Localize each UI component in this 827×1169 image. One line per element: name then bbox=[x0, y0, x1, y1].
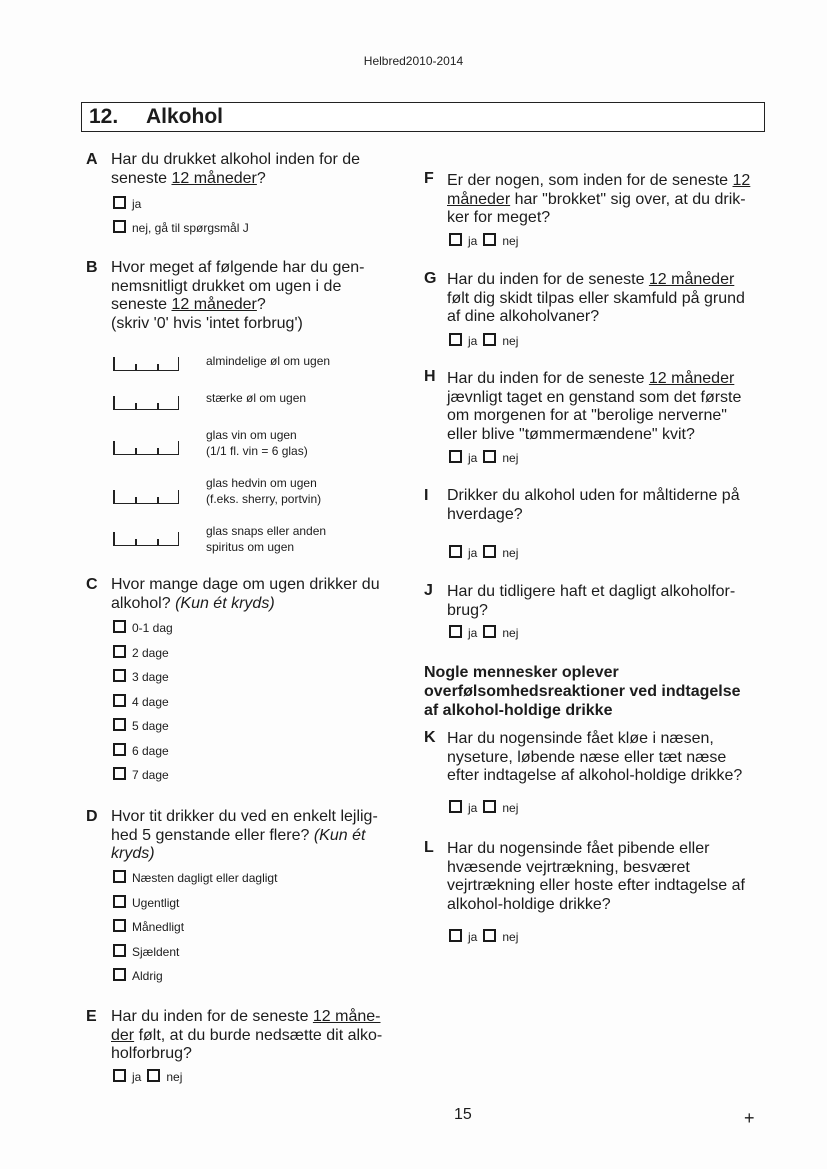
checkbox-ja[interactable] bbox=[449, 800, 462, 813]
question-letter: C bbox=[86, 576, 98, 593]
registration-mark: + bbox=[744, 1108, 755, 1128]
checkbox[interactable] bbox=[113, 944, 126, 957]
question-text: Har du nogensinde fået pibende eller hvæsende vejrtrækning, besværet vejrtrækning eller hoste efter indtagelse af alkohol-holdige drikke? bbox=[447, 840, 745, 913]
number-field[interactable] bbox=[113, 394, 179, 410]
field-label: glas hedvin om ugen bbox=[206, 476, 317, 490]
question-letter: A bbox=[86, 151, 98, 168]
checkbox-ja[interactable] bbox=[449, 333, 462, 346]
field-label: (1/1 fl. vin = 6 glas) bbox=[206, 444, 308, 458]
question-letter: L bbox=[424, 839, 434, 856]
question-text: Har du drukket alkohol inden for de seneste 12 måneder? bbox=[111, 151, 361, 187]
page-number: 15 bbox=[454, 1106, 472, 1123]
question-letter: E bbox=[86, 1008, 97, 1025]
checkbox-ja[interactable] bbox=[113, 1069, 126, 1082]
yes-no-options: ja nej bbox=[113, 1069, 182, 1085]
checkbox-nej[interactable] bbox=[483, 625, 496, 638]
field-label: (f.eks. sherry, portvin) bbox=[206, 492, 322, 506]
option-3-dage[interactable]: 3 dage bbox=[113, 669, 169, 685]
question-letter: G bbox=[424, 270, 437, 287]
field-label: stærke øl om ugen bbox=[206, 391, 307, 405]
question-letter: D bbox=[86, 808, 98, 825]
yes-no-options: ja nej bbox=[449, 233, 518, 249]
question-text: Hvor tit drikker du ved en enkelt lejlig- hed 5 genstande eller flere? (Kun ét kryds) bbox=[111, 808, 378, 862]
yes-no-options: ja nej bbox=[449, 929, 518, 945]
question-letter: H bbox=[424, 368, 436, 385]
question-text: Har du inden for de seneste 12 måne- der følt, at du burde nedsætte dit alko- holforbrug? bbox=[111, 1008, 383, 1062]
checkbox[interactable] bbox=[113, 919, 126, 932]
question-text: Hvor meget af følgende har du gen- nemsnitligt drukket om ugen i de seneste 12 måneder? (skriv '0' hvis 'intet forbrug') bbox=[111, 259, 365, 332]
checkbox[interactable] bbox=[113, 645, 126, 658]
question-text: Har du inden for de seneste 12 måneder jævnligt taget en genstand som det første om morgenen for at "berolige nerverne" eller blive "tømmermændene" kvit? bbox=[447, 370, 742, 443]
option-ja[interactable]: ja bbox=[113, 196, 141, 212]
option-5-dage[interactable]: 5 dage bbox=[113, 718, 169, 734]
checkbox[interactable] bbox=[113, 767, 126, 780]
option-6-dage[interactable]: 6 dage bbox=[113, 743, 169, 759]
question-text: Drikker du alkohol uden for måltiderne på hverdage? bbox=[447, 487, 740, 523]
yes-no-options: ja nej bbox=[449, 333, 518, 349]
yes-no-options: ja nej bbox=[449, 450, 518, 466]
checkbox[interactable] bbox=[113, 620, 126, 633]
option-2-dage[interactable]: 2 dage bbox=[113, 645, 169, 661]
checkbox[interactable] bbox=[113, 669, 126, 682]
option-naesten-dagligt[interactable]: Næsten dagligt eller dagligt bbox=[113, 870, 277, 886]
section-number: 12. bbox=[89, 105, 119, 128]
option-4-dage[interactable]: 4 dage bbox=[113, 694, 169, 710]
checkbox-ja[interactable] bbox=[449, 450, 462, 463]
yes-no-options: ja nej bbox=[449, 625, 518, 641]
checkbox-nej[interactable] bbox=[483, 333, 496, 346]
checkbox[interactable] bbox=[113, 196, 126, 209]
option-7-dage[interactable]: 7 dage bbox=[113, 767, 169, 783]
checkbox[interactable] bbox=[113, 694, 126, 707]
option-0-1-dag[interactable]: 0-1 dag bbox=[113, 620, 173, 636]
number-field[interactable] bbox=[113, 355, 179, 371]
checkbox-nej[interactable] bbox=[483, 545, 496, 558]
question-letter: B bbox=[86, 259, 98, 276]
option-aldrig[interactable]: Aldrig bbox=[113, 968, 163, 984]
field-label: glas snaps eller anden bbox=[206, 524, 327, 538]
checkbox-nej[interactable] bbox=[483, 450, 496, 463]
checkbox-ja[interactable] bbox=[449, 625, 462, 638]
field-label: glas vin om ugen bbox=[206, 428, 297, 442]
question-letter: J bbox=[424, 582, 433, 599]
question-letter: K bbox=[424, 729, 436, 746]
checkbox-ja[interactable] bbox=[449, 233, 462, 246]
checkbox[interactable] bbox=[113, 870, 126, 883]
checkbox[interactable] bbox=[113, 743, 126, 756]
number-field[interactable] bbox=[113, 530, 179, 546]
field-label: spiritus om ugen bbox=[206, 540, 295, 554]
number-field[interactable] bbox=[113, 488, 179, 504]
checkbox[interactable] bbox=[113, 968, 126, 981]
option-maanedligt[interactable]: Månedligt bbox=[113, 919, 184, 935]
option-ugentligt[interactable]: Ugentligt bbox=[113, 895, 179, 911]
option-sjaeldent[interactable]: Sjældent bbox=[113, 944, 179, 960]
document-header: Helbred2010-2014 bbox=[363, 54, 464, 68]
yes-no-options: ja nej bbox=[449, 800, 518, 816]
question-text: Har du tidligere haft et dagligt alkoholfor- brug? bbox=[447, 583, 736, 619]
question-text: Hvor mange dage om ugen drikker du alkohol? (Kun ét kryds) bbox=[111, 576, 380, 612]
section-title: Alkohol bbox=[146, 105, 223, 128]
yes-no-options: ja nej bbox=[449, 545, 518, 561]
field-label: almindelige øl om ugen bbox=[206, 354, 331, 368]
number-field[interactable] bbox=[113, 439, 179, 455]
checkbox-nej[interactable] bbox=[483, 800, 496, 813]
checkbox[interactable] bbox=[113, 220, 126, 233]
checkbox-nej[interactable] bbox=[483, 233, 496, 246]
checkbox-nej[interactable] bbox=[147, 1069, 160, 1082]
checkbox-ja[interactable] bbox=[449, 929, 462, 942]
checkbox[interactable] bbox=[113, 895, 126, 908]
section-title-box bbox=[81, 102, 765, 132]
checkbox[interactable] bbox=[113, 718, 126, 731]
option-nej[interactable]: nej, gå til spørgsmål J bbox=[113, 220, 249, 236]
question-letter: I bbox=[424, 487, 429, 504]
question-text: Har du inden for de seneste 12 måneder følt dig skidt tilpas eller skamfuld på grund af dine alkoholvaner? bbox=[447, 271, 745, 325]
subsection-heading: Nogle mennesker oplever overfølsomhedsreaktioner ved indtagelse af alkohol-holdige drikke bbox=[424, 664, 741, 719]
question-text: Har du nogensinde fået kløe i næsen, nyseture, løbende næse eller tæt næse efter indtagelse af alkohol-holdige drikke? bbox=[447, 730, 743, 784]
checkbox-ja[interactable] bbox=[449, 545, 462, 558]
question-letter: F bbox=[424, 170, 434, 187]
checkbox-nej[interactable] bbox=[483, 929, 496, 942]
question-text: Er der nogen, som inden for de seneste 12 måneder har "brokket" sig over, at du drik- ker for meget? bbox=[447, 172, 751, 226]
